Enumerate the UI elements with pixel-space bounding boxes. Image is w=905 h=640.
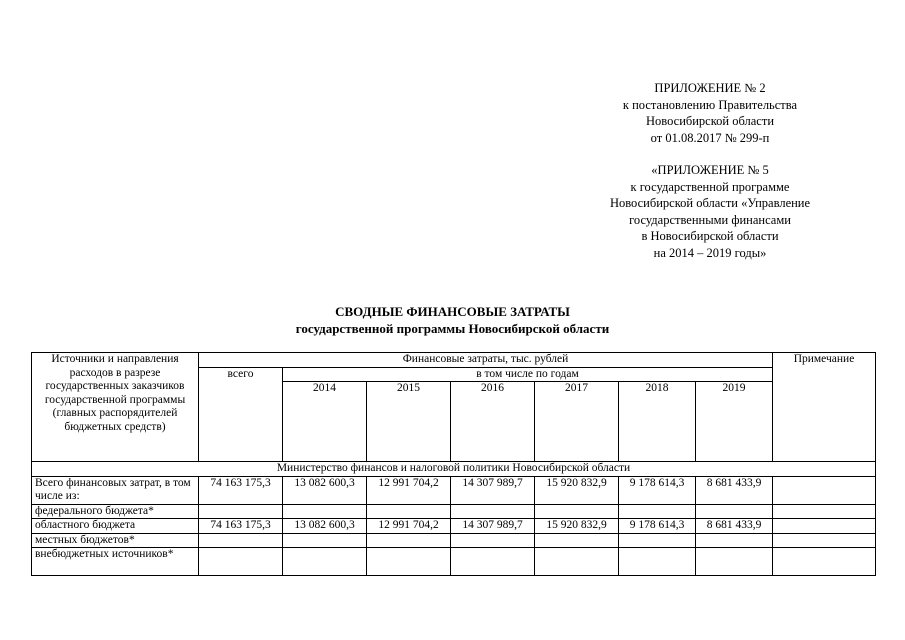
header-sources: Источники и направления расходов в разрезе государственных заказчиков государственной программы (главных распорядителей бюджетных средств) <box>32 353 199 462</box>
row-year-value <box>367 533 451 548</box>
header-year: 2015 <box>367 382 451 462</box>
row-year-value: 15 920 832,9 <box>535 476 619 504</box>
row-year-value: 9 178 614,3 <box>619 476 696 504</box>
appendix-line: Новосибирской области <box>645 114 775 128</box>
header-year: 2016 <box>451 382 535 462</box>
document-title <box>0 303 905 337</box>
row-total <box>199 504 283 519</box>
row-note <box>773 519 876 534</box>
appendix-line: к государственной программе <box>630 179 790 194</box>
title-line-1: СВОДНЫЕ ФИНАНСОВЫЕ ЗАТРАТЫ <box>335 304 570 319</box>
row-label: Всего финансовых затрат, в том числе из: <box>32 476 199 504</box>
row-year-value <box>451 548 535 576</box>
row-year-value <box>696 548 773 576</box>
appendix-line: в Новосибирской области <box>641 229 779 243</box>
row-total <box>199 533 283 548</box>
header-note: Примечание <box>773 353 876 462</box>
row-year-value <box>535 533 619 548</box>
table-row <box>32 548 876 576</box>
row-label: федерального бюджета* <box>32 504 199 519</box>
row-year-value <box>367 504 451 519</box>
row-year-value <box>451 533 535 548</box>
header-year: 2017 <box>535 382 619 462</box>
row-year-value: 13 082 600,3 <box>283 519 367 534</box>
row-note <box>773 476 876 504</box>
row-year-value: 15 920 832,9 <box>535 519 619 534</box>
appendix-line: на 2014 – 2019 годы» <box>653 245 767 260</box>
row-year-value: 13 082 600,3 <box>283 476 367 504</box>
table-row <box>32 476 876 504</box>
appendix-block <box>560 80 860 261</box>
appendix-line: от 01.08.2017 № 299-п <box>650 130 770 145</box>
row-year-value <box>535 504 619 519</box>
header-year: 2018 <box>619 382 696 462</box>
row-note <box>773 548 876 576</box>
row-label: местных бюджетов* <box>32 533 199 548</box>
header-year: 2019 <box>696 382 773 462</box>
appendix-line: государственными финансами <box>629 212 791 227</box>
row-label: внебюджетных источников* <box>32 548 199 576</box>
row-year-value: 12 991 704,2 <box>367 519 451 534</box>
table-row <box>32 533 876 548</box>
table-row <box>32 504 876 519</box>
header-by-year: в том числе по годам <box>283 367 773 382</box>
row-note <box>773 504 876 519</box>
row-year-value <box>619 504 696 519</box>
row-year-value: 14 307 989,7 <box>451 519 535 534</box>
row-year-value: 14 307 989,7 <box>451 476 535 504</box>
row-year-value <box>696 533 773 548</box>
row-year-value <box>451 504 535 519</box>
row-year-value: 8 681 433,9 <box>696 476 773 504</box>
row-year-value <box>367 548 451 576</box>
row-year-value <box>619 548 696 576</box>
row-total <box>199 548 283 576</box>
row-year-value: 12 991 704,2 <box>367 476 451 504</box>
row-total: 74 163 175,3 <box>199 476 283 504</box>
appendix-line: «ПРИЛОЖЕНИЕ № 5 <box>651 163 769 177</box>
appendix-line: ПРИЛОЖЕНИЕ № 2 <box>654 81 766 95</box>
row-year-value <box>283 548 367 576</box>
row-year-value <box>535 548 619 576</box>
table-row <box>32 519 876 534</box>
header-costs: Финансовые затраты, тыс. рублей <box>199 353 773 368</box>
header-total: всего <box>199 367 283 462</box>
appendix-line: к постановлению Правительства <box>622 97 798 112</box>
appendix-line: Новосибирской области «Управление <box>609 196 811 210</box>
row-total: 74 163 175,3 <box>199 519 283 534</box>
row-year-value <box>619 533 696 548</box>
row-year-value <box>283 504 367 519</box>
header-year: 2014 <box>283 382 367 462</box>
row-year-value: 8 681 433,9 <box>696 519 773 534</box>
row-year-value <box>283 533 367 548</box>
financial-table <box>31 352 876 576</box>
row-note <box>773 533 876 548</box>
row-label: областного бюджета <box>32 519 199 534</box>
row-year-value <box>696 504 773 519</box>
title-line-2: государственной программы Новосибирской области <box>295 321 610 336</box>
section-row: Министерство финансов и налоговой политики Новосибирской области <box>32 462 876 477</box>
row-year-value: 9 178 614,3 <box>619 519 696 534</box>
